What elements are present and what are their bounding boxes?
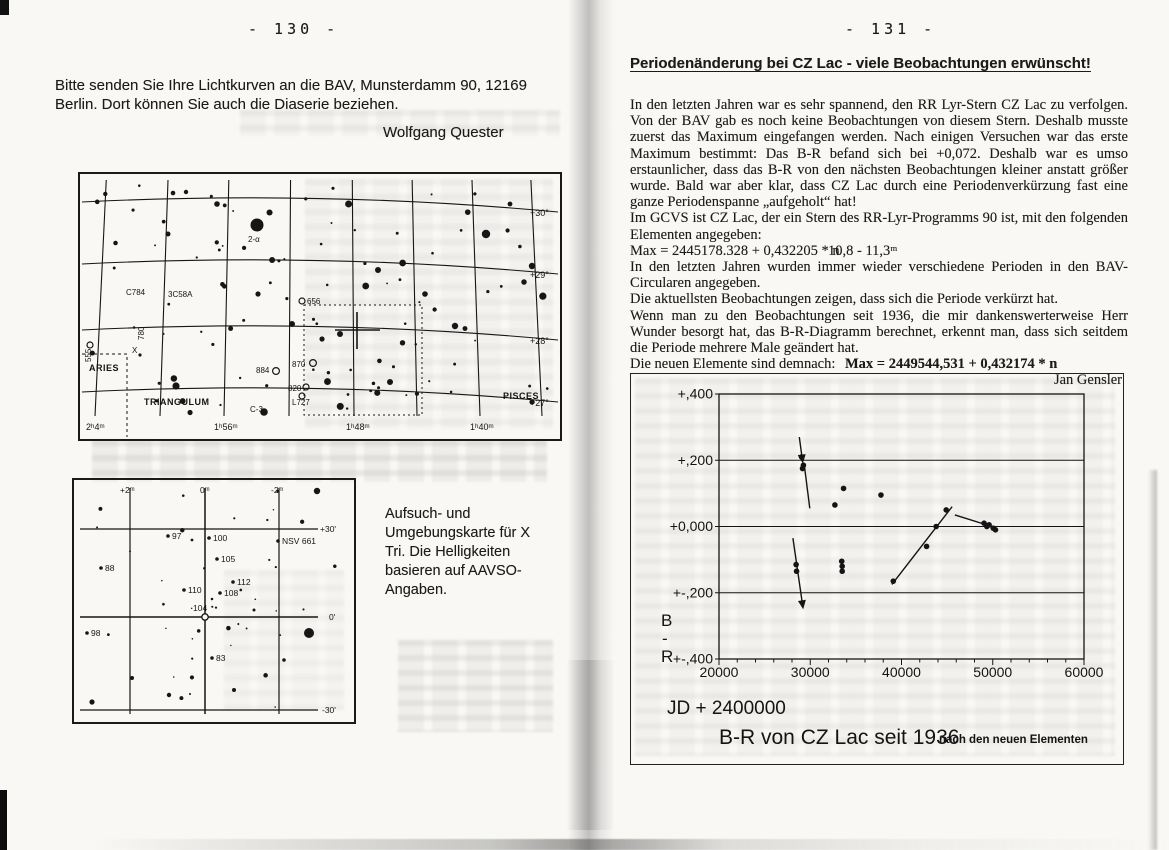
magnitude-label: 88 — [105, 563, 115, 573]
magnitude-label: 105 — [221, 554, 236, 564]
data-point — [800, 466, 806, 472]
star-dot — [96, 526, 98, 528]
star-dot — [242, 246, 246, 250]
data-point — [890, 578, 896, 584]
star-label: 820 — [288, 384, 302, 393]
star-label: 884 — [256, 366, 270, 375]
data-point — [799, 454, 805, 460]
star-dot — [223, 203, 227, 207]
star-dot — [327, 371, 330, 374]
star-dot — [432, 307, 436, 311]
data-point — [832, 502, 838, 508]
scan-edge-mark — [0, 790, 7, 850]
star-dot — [331, 187, 334, 190]
star-dot — [418, 301, 420, 303]
ra-offset-label: -2ᵐ — [271, 485, 284, 495]
star-dot — [200, 331, 202, 333]
star-dot — [326, 284, 329, 287]
star-dot — [255, 291, 260, 296]
star-dot — [214, 201, 220, 207]
star-label: 3C58A — [168, 290, 193, 299]
star-dot — [405, 394, 407, 396]
data-point — [839, 563, 845, 569]
dec-offset-label: +30' — [320, 524, 337, 534]
star-map-svg — [80, 174, 560, 439]
star-dot — [372, 382, 376, 386]
magnitude-label: 98 — [91, 628, 101, 638]
data-point — [933, 524, 939, 530]
star-label: 656 — [307, 297, 321, 306]
star-dot — [500, 285, 503, 288]
star-dot — [315, 322, 318, 325]
dashed-region — [304, 305, 422, 415]
star-dot — [228, 326, 233, 331]
x-axis-label: JD + 2400000 — [667, 698, 786, 719]
data-point — [794, 568, 800, 574]
comparison-star-dot — [231, 580, 235, 584]
star-dot — [539, 293, 546, 300]
y-tick-label: +0,000 — [669, 518, 713, 534]
comparison-star-dot — [215, 557, 219, 561]
star-dot — [450, 391, 453, 394]
constellation-label: PISCES — [503, 391, 540, 401]
paragraph: Wenn man zu den Beobachtungen seit 1936, die mir dankenswerterweise Herr Wunder besorgt hat, das B-R-Diagramm berechnet, erkennt man, dass sich seitdem die Periode mehrere Male geändert hat. — [630, 307, 1128, 357]
grid-line-ra — [352, 180, 354, 416]
star-dot — [161, 580, 163, 582]
star-dot — [187, 410, 192, 415]
y-tick-label: +,400 — [677, 385, 713, 402]
star-dot — [312, 318, 315, 321]
trend-line — [892, 507, 952, 585]
data-point — [793, 562, 799, 568]
trend-line — [804, 465, 809, 508]
paragraph: Die aktuellsten Beobachtungen zeigen, dass sich die Periode verkürzt hat. — [630, 291, 1059, 308]
chart-caption: Aufsuch- und Umgebungskarte für X Tri. Die Helligkeiten basieren auf AAVSO-Angaben. — [385, 506, 531, 598]
comparison-star-dot — [85, 631, 89, 635]
star-dot — [349, 369, 352, 372]
star-dot — [263, 673, 268, 678]
star-dot — [211, 343, 214, 346]
ra-offset-label: +2ᵐ — [120, 485, 135, 495]
star-dot — [171, 375, 178, 382]
star-dot — [486, 290, 489, 293]
y-axis-label: - — [662, 629, 668, 648]
star-dot — [529, 263, 535, 269]
magnitude-range: 10,8 - 11,3ᵐ — [828, 242, 898, 259]
star-dot — [215, 240, 219, 244]
data-point — [924, 544, 930, 550]
article-body — [630, 97, 1128, 389]
star-dot — [192, 638, 194, 640]
star-dot — [253, 609, 256, 612]
star-dot — [269, 257, 275, 263]
star-dot — [171, 191, 176, 196]
star-dot — [282, 658, 286, 662]
ra-axis-label: 1ʰ48ᵐ — [346, 422, 370, 432]
star-dot — [166, 232, 171, 237]
star-label: L727 — [292, 398, 310, 407]
x-tick-label: 20000 — [699, 664, 739, 680]
star-dot — [266, 209, 272, 215]
scan-bottom-shadow — [0, 839, 1169, 850]
star-label: C784 — [126, 288, 146, 297]
grid-line-dec — [82, 198, 558, 212]
page-edge-shadow — [1148, 470, 1157, 850]
finder-chart-wide — [78, 172, 562, 441]
star-dot — [345, 200, 352, 207]
x-tick-label: 40000 — [882, 664, 921, 680]
star-dot — [399, 278, 402, 281]
star-dot — [283, 258, 285, 260]
star-dot — [377, 359, 382, 364]
star-dot — [453, 363, 456, 366]
dec-axis-label: +27° — [530, 398, 549, 408]
star-dot — [211, 606, 213, 608]
star-dot — [273, 509, 274, 510]
star-dot — [158, 382, 161, 385]
marked-star-circle — [310, 360, 317, 367]
marked-star-circle — [273, 368, 280, 375]
comparison-star-dot — [210, 656, 214, 660]
star-dot — [528, 385, 531, 388]
dec-offset-label: 0' — [329, 612, 336, 622]
star-dot — [362, 283, 369, 290]
star-dot — [95, 200, 100, 205]
star-dot — [275, 610, 277, 612]
grid-line-ra — [472, 180, 480, 416]
star-dot — [191, 658, 193, 660]
star-dot — [324, 378, 331, 385]
x-tick-label: 50000 — [973, 664, 1013, 680]
star-dot — [196, 256, 198, 258]
star-dot — [172, 382, 179, 389]
data-point — [878, 492, 884, 498]
star-dot — [285, 297, 288, 300]
data-point — [839, 568, 845, 574]
ra-offset-label: 0ᵐ — [200, 485, 210, 495]
magnitude-label: 97 — [172, 531, 182, 541]
star-label: 870 — [292, 360, 306, 369]
scan-corner-mark — [0, 0, 9, 15]
constellation-label: ARIES — [89, 363, 120, 373]
star-dot — [346, 407, 348, 409]
data-point — [839, 558, 845, 564]
page-gutter-shadow — [566, 660, 616, 830]
dec-axis-label: +29° — [530, 270, 549, 280]
star-dot — [319, 336, 324, 341]
star-dot — [473, 192, 476, 195]
star-dot — [387, 379, 393, 385]
star-dot — [233, 517, 235, 519]
star-dot — [374, 390, 380, 396]
data-point — [993, 527, 999, 533]
grid-line-ra — [95, 180, 106, 416]
y-tick-label: +,200 — [677, 451, 713, 468]
star-label: C-3 — [250, 405, 263, 414]
star-dot — [103, 192, 107, 196]
star-dot — [452, 323, 458, 329]
star-dot — [132, 209, 135, 212]
star-dot — [242, 319, 245, 322]
star-dot — [107, 633, 110, 636]
star-dot — [138, 353, 141, 356]
star-dot — [415, 343, 417, 345]
star-dot — [518, 245, 522, 249]
star-dot — [113, 241, 118, 246]
data-point — [943, 507, 949, 513]
star-dot — [521, 279, 527, 285]
star-2-alpha — [251, 219, 264, 232]
star-dot — [505, 228, 509, 232]
article-title: Periodenänderung bei CZ Lac - viele Beobachtungen erwünscht! — [630, 55, 1091, 72]
star-dot — [230, 645, 231, 646]
star-dot — [89, 699, 94, 704]
star-dot — [304, 628, 314, 638]
grid-line-ra — [224, 180, 229, 416]
arrow-head — [798, 600, 806, 609]
star-dot — [269, 281, 272, 284]
star-dot — [266, 519, 268, 521]
star-dot — [333, 565, 336, 568]
star-dot — [337, 331, 343, 337]
star-dot — [363, 262, 366, 265]
br-diagram-svg — [631, 374, 1120, 761]
star-dot — [277, 259, 280, 262]
marked-star-circle — [303, 384, 309, 390]
star-dot — [190, 675, 194, 679]
bleed-through-text — [398, 640, 553, 732]
star-dot — [474, 340, 476, 342]
comparison-star-dot — [99, 566, 103, 570]
star-dot — [377, 386, 380, 389]
marked-star-circle — [87, 342, 93, 348]
magnitude-label: 110 — [188, 585, 202, 595]
star-dot — [191, 539, 194, 542]
star-dot — [182, 494, 185, 497]
star-dot — [354, 229, 356, 231]
star-dot — [129, 550, 131, 552]
br-diagram-box — [630, 373, 1124, 765]
star-dot — [237, 623, 239, 625]
data-point — [841, 486, 847, 492]
star-dot — [246, 627, 248, 629]
finder-chart-detail — [72, 478, 356, 724]
y-tick-label: +-,200 — [672, 584, 713, 601]
star-dot — [482, 230, 490, 238]
star-dot — [220, 282, 225, 287]
chart-title: B-R von CZ Lac seit 1936 — [719, 726, 960, 749]
constellation-label: TRIANGULUM — [144, 397, 210, 407]
star-dot — [189, 693, 191, 695]
star-dot — [331, 222, 333, 224]
star-dot — [165, 628, 166, 629]
star-dot — [369, 389, 372, 392]
paragraph: In den letzten Jahren wurden immer wieder verschiedene Perioden in den BAV-Circularen angegeben. — [630, 259, 1128, 292]
dec-axis-label: +30° — [530, 208, 549, 218]
star-dot — [399, 260, 406, 267]
star-dot — [300, 520, 304, 524]
star-dot — [197, 629, 201, 633]
marked-star-circle — [299, 298, 305, 304]
grid-line-ra — [412, 180, 417, 416]
star-dot — [219, 404, 221, 406]
gcvs-elements-row — [630, 243, 1128, 259]
star-dot — [275, 566, 277, 568]
star-dot — [203, 567, 205, 569]
star-dot — [226, 626, 231, 631]
star-dot — [347, 393, 350, 396]
author-right: Jan Gensler — [1053, 372, 1122, 389]
star-dot — [162, 220, 166, 224]
star-dot — [154, 244, 156, 246]
star-dot — [173, 676, 175, 678]
star-dot — [184, 190, 188, 194]
star-dot — [133, 326, 136, 329]
ra-axis-label: 1ʰ40ᵐ — [470, 422, 494, 432]
star-dot — [130, 676, 134, 680]
star-dot — [314, 488, 320, 494]
star-dot — [312, 368, 315, 371]
dec-axis-label: +28° — [530, 336, 549, 346]
grid-line-ra — [160, 180, 168, 416]
gcvs-formula: Max = 2445178.328 + 0,432205 * n — [630, 242, 840, 259]
star-dot — [392, 365, 395, 368]
star-dot — [460, 229, 463, 232]
magnitude-label: 83 — [216, 653, 226, 663]
author-left: Wolfgang Quester — [383, 124, 504, 141]
star-dot — [508, 202, 513, 207]
comparison-star-dot — [218, 591, 222, 595]
star-dot — [422, 291, 428, 297]
star-dot — [211, 598, 214, 601]
dec-offset-label: -30' — [322, 705, 336, 715]
star-dot — [463, 326, 468, 331]
star-dot — [279, 634, 281, 636]
star-label: 2-α — [248, 235, 260, 244]
intro-paragraph: Bitte senden Sie Ihre Lichtkurven an die BAV, Munsterdamm 90, 12169 Berlin. Dort können Sie auch die Diaserie beziehen. — [55, 77, 527, 113]
star-dot — [404, 322, 407, 325]
star-dot — [265, 384, 268, 387]
y-axis-label: B — [661, 611, 673, 630]
y-axis-label: R — [661, 647, 674, 666]
star-dot — [431, 193, 433, 195]
star-dot — [232, 210, 234, 212]
chart-subtitle: nach den neuen Elementen — [939, 734, 1088, 746]
paragraph: In den letzten Jahren war es sehr spannend, den RR Lyr-Stern CZ Lac zu verfolgen. Von der BAV gab es noch keine Beobachtungen von diesem Stern. Deshalb musste zuerst das Maximum eingefangen werden. Nach einigen Versuchen war das erste Maximum bestimmt: Das B-R befand sich bei +0,072. Deshalb war es umso erstaunlicher, dass das B-R von den nächsten Beobachtungen kleiner anstatt größer wurde. Bald war aber klar, dass CZ Lac durch eine Periodenverkürzung fast eine ganze Periodenspanne „aufgeholt“ hat! — [630, 97, 1128, 211]
magnitude-label: 112 — [237, 577, 251, 587]
star-dot — [302, 608, 304, 610]
star-dot — [222, 245, 224, 247]
star-dot — [304, 197, 307, 200]
bleed-through-text — [92, 440, 547, 482]
ra-axis-label: 1ʰ56ᵐ — [214, 422, 238, 432]
star-dot — [337, 403, 344, 410]
star-dot — [218, 249, 221, 252]
y-tick-label: +-,400 — [672, 650, 713, 667]
star-dot — [546, 387, 549, 390]
star-dot — [167, 693, 171, 697]
x-tick-label: 60000 — [1064, 664, 1104, 680]
page-number-right: - 131 - — [845, 20, 937, 38]
comparison-star-dot — [166, 534, 170, 538]
star-label: X — [132, 346, 138, 355]
grid-line-dec — [82, 260, 558, 274]
star-dot — [274, 706, 276, 708]
star-dot — [431, 252, 434, 255]
star-dot — [320, 243, 323, 246]
star-dot — [167, 303, 170, 306]
star-dot — [375, 267, 381, 273]
star-dot — [254, 598, 256, 600]
star-dot — [210, 195, 213, 198]
grid-line-ra — [289, 180, 291, 416]
star-dot — [268, 559, 270, 561]
magnitude-label: NSV 661 — [282, 536, 317, 546]
star-dot — [386, 283, 388, 285]
new-elements-formula: Max = 2449544,531 + 0,432174 * n — [845, 356, 1058, 373]
star-dot — [113, 267, 116, 270]
comparison-star-dot — [276, 539, 280, 543]
new-elements-intro: Die neuen Elemente sind demnach: — [630, 356, 836, 373]
star-dot — [240, 589, 243, 592]
star-dot — [179, 696, 183, 700]
new-elements-row — [630, 356, 1128, 372]
x-tick-label: 30000 — [790, 664, 830, 680]
star-dot — [415, 392, 419, 396]
comparison-star-dot — [182, 588, 186, 592]
comparison-star-dot — [207, 536, 211, 540]
page-number-left: - 130 - — [248, 20, 340, 38]
magnitude-label: 108 — [224, 588, 239, 598]
star-dot — [396, 232, 399, 235]
star-dot — [162, 603, 165, 606]
star-dot — [215, 607, 217, 609]
star-dot — [465, 209, 471, 215]
star-label: 555 — [84, 348, 93, 362]
star-dot — [162, 333, 164, 335]
paragraph: Im GCVS ist CZ Lac, der ein Stern des RR-Lyr-Programms 90 ist, mit den folgenden Elementen angegeben: — [630, 210, 1128, 243]
magnitude-label: 104 — [193, 603, 208, 613]
star-label: 780 — [137, 326, 146, 340]
star-dot — [428, 380, 430, 382]
star-map-svg — [74, 480, 354, 722]
ra-axis-label: 2ʰ4ᵐ — [86, 422, 105, 432]
star-dot — [138, 184, 141, 187]
star-dot — [98, 507, 102, 511]
variable-star-circle — [202, 614, 208, 620]
magnitude-label: 100 — [213, 533, 228, 543]
star-dot — [289, 321, 295, 327]
star-dot — [400, 340, 405, 345]
star-dot — [239, 377, 241, 379]
star-dot — [232, 688, 236, 692]
